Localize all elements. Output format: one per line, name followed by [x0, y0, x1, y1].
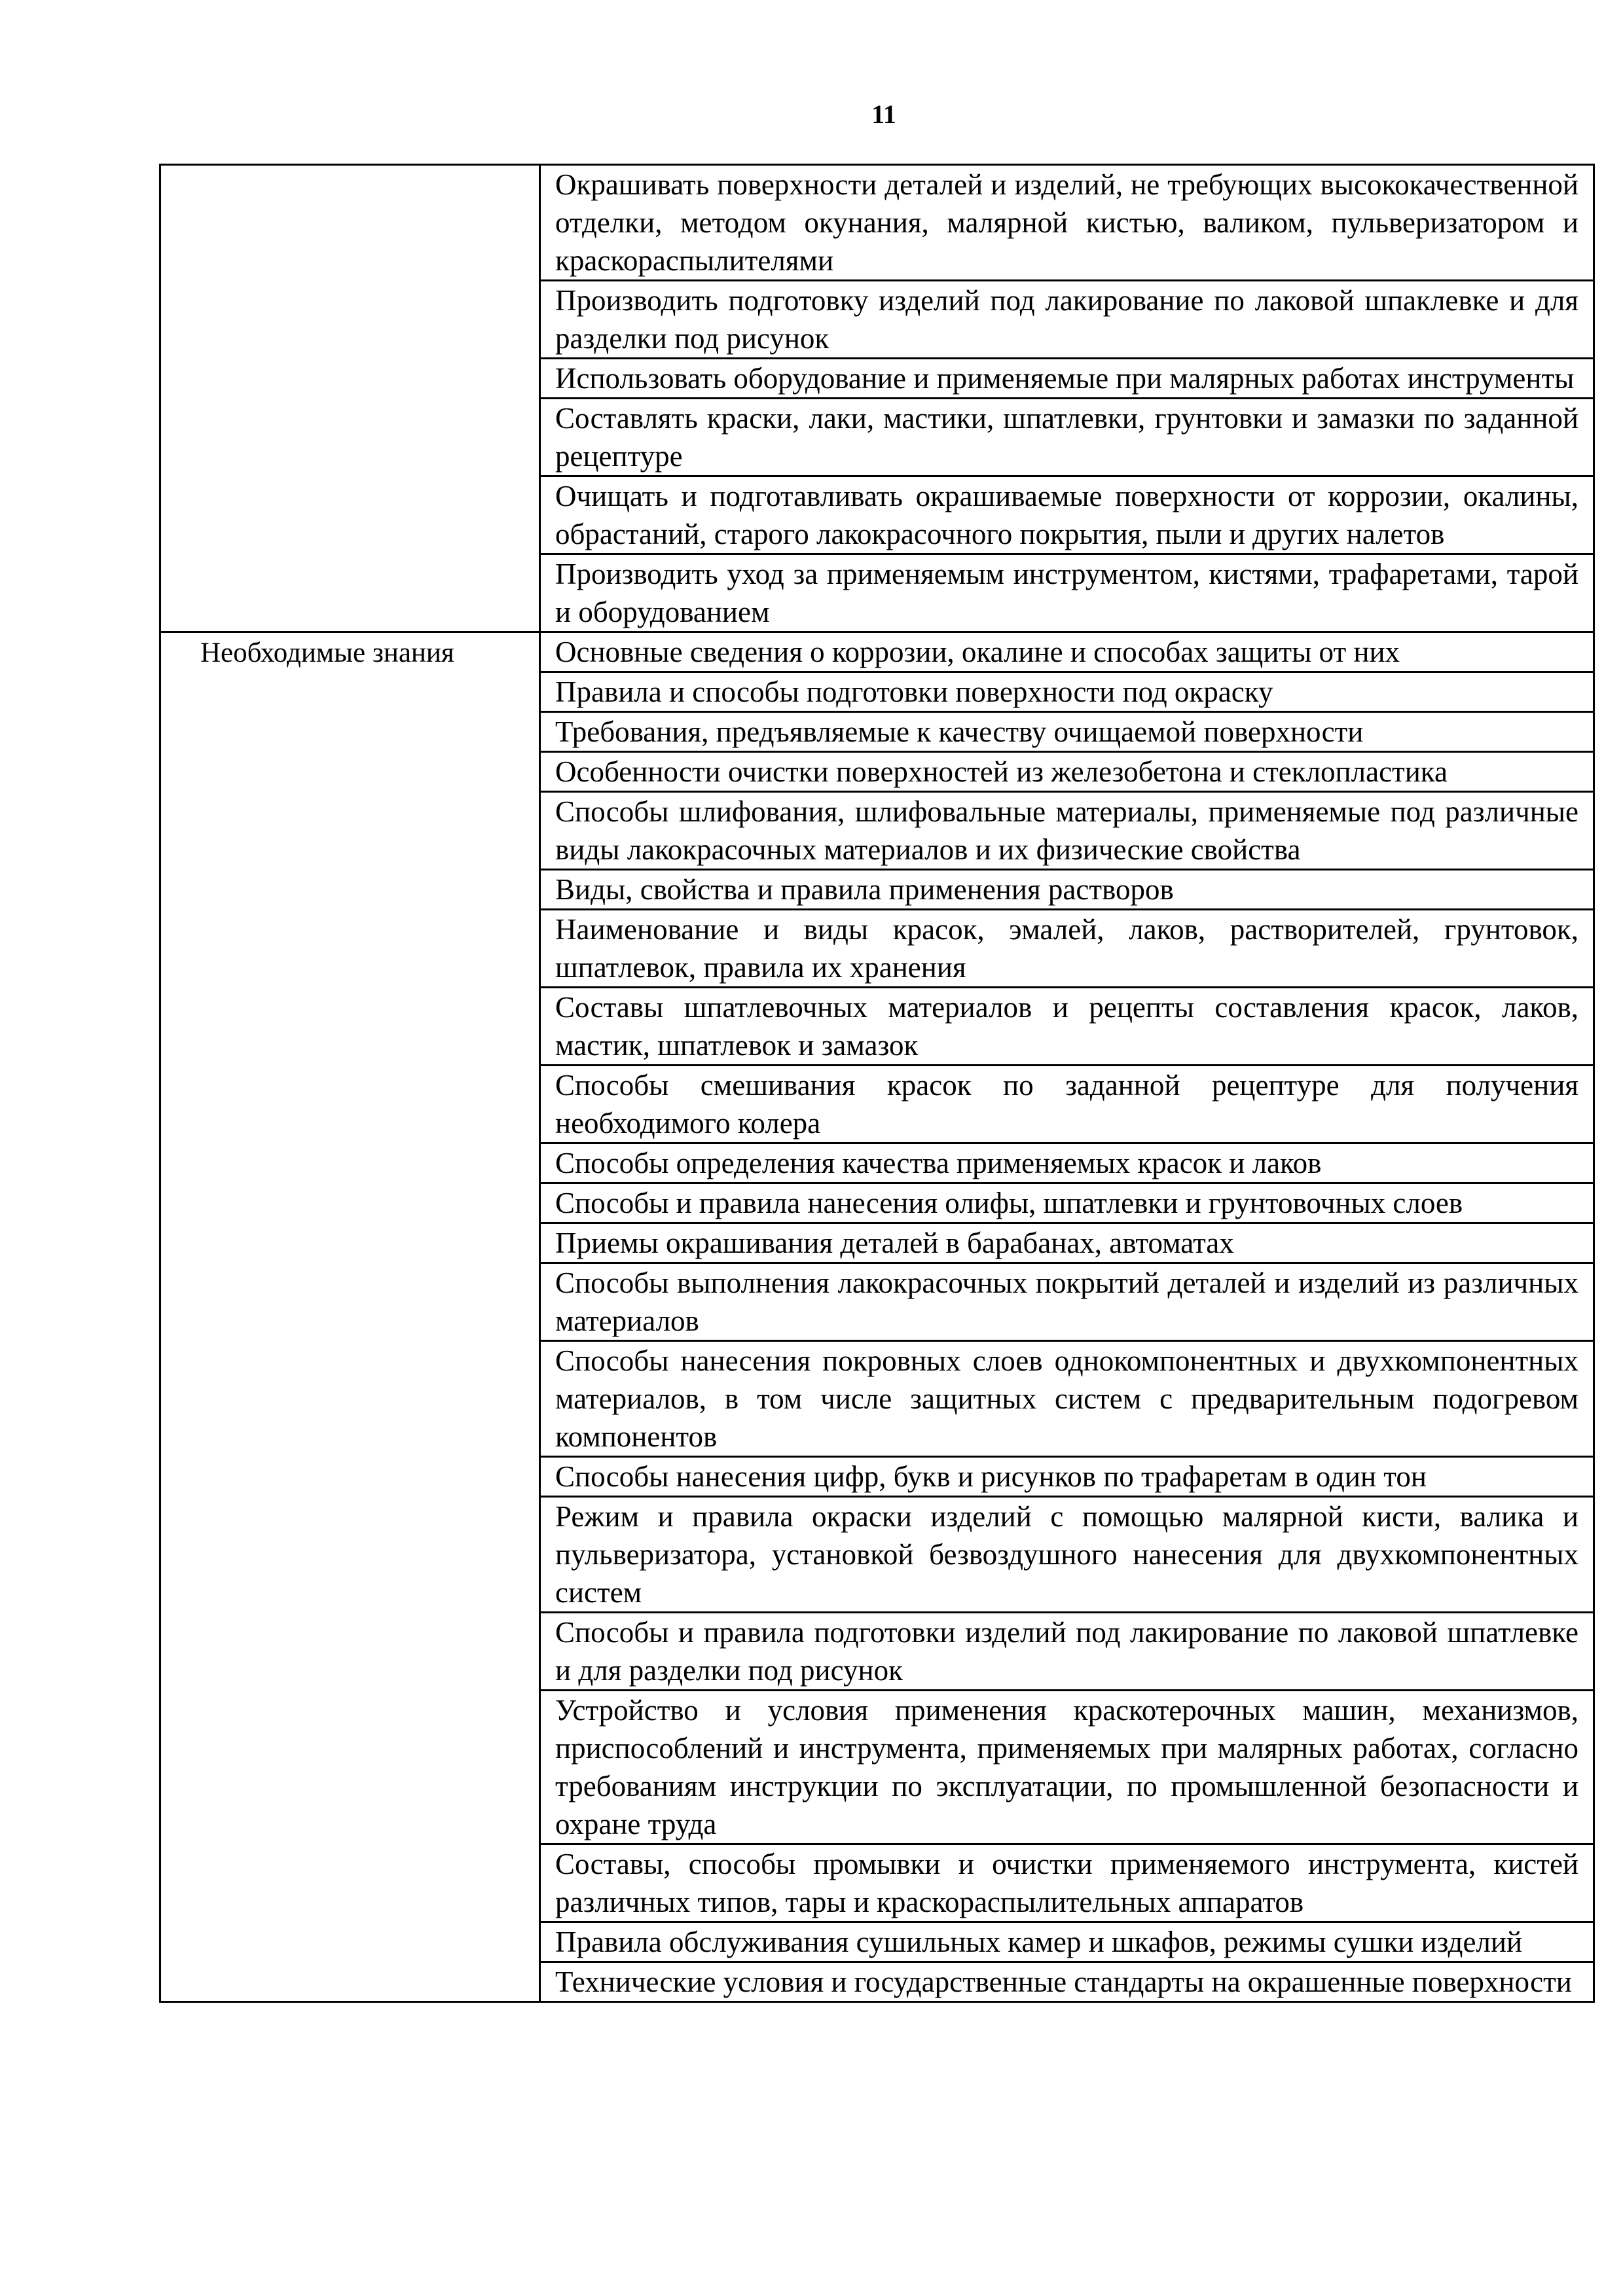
page-number: 11: [871, 99, 896, 129]
requirement-item-cell: Особенности очистки поверхностей из железобетона и стеклопластика: [540, 752, 1594, 792]
requirement-item-cell: Режим и правила окраски изделий с помощью малярной кисти, валика и пульверизатора, установкой безвоздушного нанесения для двухкомпонентных систем: [540, 1497, 1594, 1613]
section-label-cell: [160, 165, 540, 632]
requirement-item-cell: Технические условия и государственные стандарты на окрашенные поверхности: [540, 1962, 1594, 2002]
requirement-item-cell: Требования, предъявляемые к качеству очищаемой поверхности: [540, 712, 1594, 752]
requirement-item-cell: Способы нанесения цифр, букв и рисунков по трафаретам в один тон: [540, 1457, 1594, 1497]
requirement-item-cell: Виды, свойства и правила применения растворов: [540, 870, 1594, 910]
requirement-item-cell: Использовать оборудование и применяемые при малярных работах инструменты: [540, 359, 1594, 399]
requirement-item-cell: Правила и способы подготовки поверхности под окраску: [540, 672, 1594, 712]
requirement-item-cell: Способы и правила нанесения олифы, шпатлевки и грунтовочных слоев: [540, 1183, 1594, 1223]
requirement-item-cell: Составы, способы промывки и очистки применяемого инструмента, кистей различных типов, тары и краскораспылительных аппаратов: [540, 1844, 1594, 1922]
requirement-item-cell: Правила обслуживания сушильных камер и шкафов, режимы сушки изделий: [540, 1922, 1594, 1962]
requirement-item-cell: Способы нанесения покровных слоев однокомпонентных и двухкомпонентных материалов, в том числе защитных систем с предварительным подогревом компонентов: [540, 1341, 1594, 1457]
requirement-item-cell: Производить уход за применяемым инструментом, кистями, трафаретами, тарой и оборудованием: [540, 554, 1594, 632]
requirement-item-cell: Способы и правила подготовки изделий под лакирование по лаковой шпатлевке и для разделки под рисунок: [540, 1613, 1594, 1691]
requirement-item-cell: Основные сведения о коррозии, окалине и способах защиты от них: [540, 632, 1594, 672]
requirement-item-cell: Приемы окрашивания деталей в барабанах, автоматах: [540, 1223, 1594, 1263]
requirement-item-cell: Составы шпатлевочных материалов и рецепты составления красок, лаков, мастик, шпатлевок и замазок: [540, 988, 1594, 1066]
requirement-item-cell: Производить подготовку изделий под лакирование по лаковой шпаклевке и для разделки под рисунок: [540, 281, 1594, 359]
requirements-table-body: [160, 165, 1594, 2002]
requirements-table: [159, 164, 1595, 2003]
table-row: [160, 165, 1594, 281]
section-label-cell: Необходимые знания: [160, 632, 540, 2002]
requirement-item-cell: Устройство и условия применения краскотерочных машин, механизмов, приспособлений и инструмента, применяемых при малярных работах, согласно требованиям инструкции по эксплуатации, по промышленной безопасности и охране труда: [540, 1691, 1594, 1844]
requirement-item-cell: Способы выполнения лакокрасочных покрытий деталей и изделий из различных материалов: [540, 1263, 1594, 1341]
table-row: [160, 632, 1594, 672]
requirement-item-cell: Способы определения качества применяемых красок и лаков: [540, 1143, 1594, 1183]
requirement-item-cell: Способы смешивания красок по заданной рецептуре для получения необходимого колера: [540, 1066, 1594, 1143]
requirement-item-cell: Очищать и подготавливать окрашиваемые поверхности от коррозии, окалины, обрастаний, старого лакокрасочного покрытия, пыли и других налетов: [540, 476, 1594, 554]
requirement-item-cell: Составлять краски, лаки, мастики, шпатлевки, грунтовки и замазки по заданной рецептуре: [540, 399, 1594, 476]
requirement-item-cell: Наименование и виды красок, эмалей, лаков, растворителей, грунтовок, шпатлевок, правила их хранения: [540, 910, 1594, 988]
requirement-item-cell: Способы шлифования, шлифовальные материалы, применяемые под различные виды лакокрасочных материалов и их физические свойства: [540, 792, 1594, 870]
requirement-item-cell: Окрашивать поверхности деталей и изделий, не требующих высококачественной отделки, методом окунания, малярной кистью, валиком, пульверизатором и краскораспылителями: [540, 165, 1594, 281]
